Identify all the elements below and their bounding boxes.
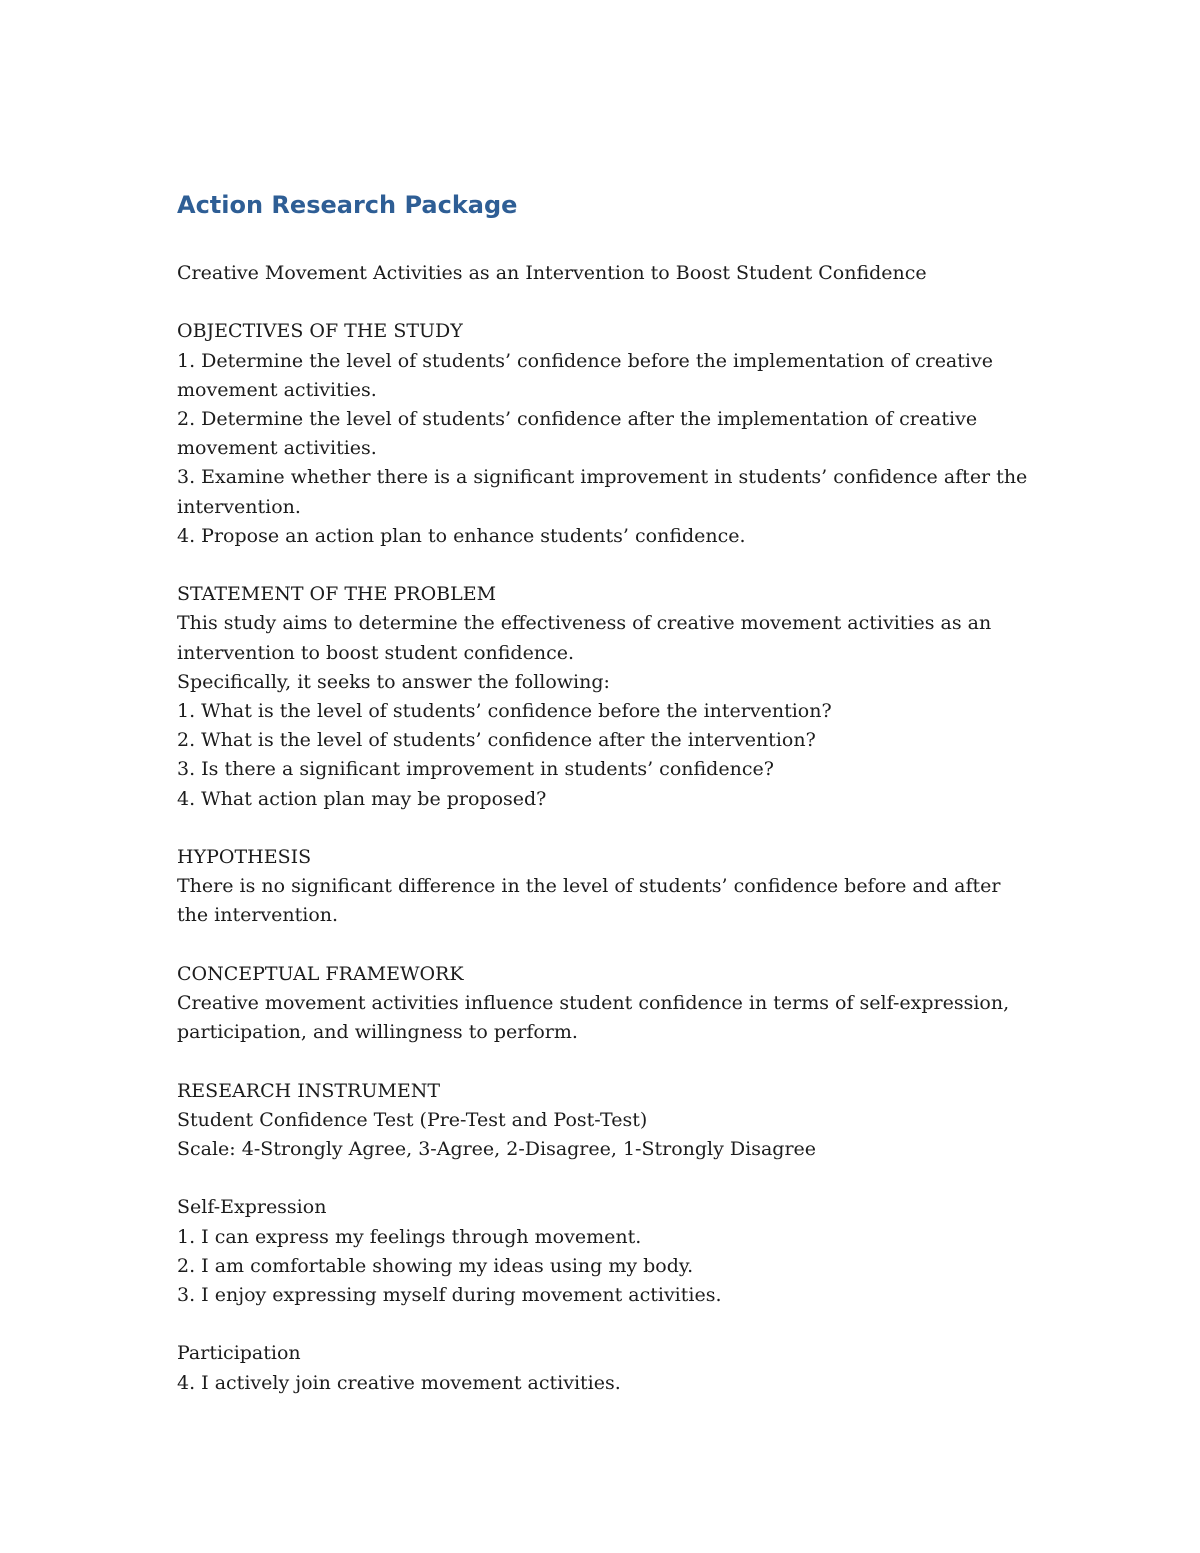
document-subtitle: Creative Movement Activities as an Intervention to Boost Student Confidence xyxy=(177,262,927,284)
objective-item: 3. Examine whether there is a significant improvement in students’ confidence after the intervention. xyxy=(177,466,1028,518)
objectives-section xyxy=(177,317,1037,551)
spacer xyxy=(177,551,1037,580)
self-expression-item: 1. I can express my feelings through movement. xyxy=(177,1225,642,1248)
hypothesis-heading: HYPOTHESIS xyxy=(177,846,312,869)
document-title: Action Research Package xyxy=(177,191,518,219)
spacer xyxy=(177,1047,1037,1076)
self-expression-item: 3. I enjoy expressing myself during movement activities. xyxy=(177,1284,722,1307)
spacer xyxy=(177,1164,1037,1193)
problem-item: 2. What is the level of students’ confidence after the intervention? xyxy=(177,729,816,752)
self-expression-item: 2. I am comfortable showing my ideas using my body. xyxy=(177,1254,694,1277)
problem-intro: This study aims to determine the effectiveness of creative movement activities as an intervention to boost student confidence. xyxy=(177,612,992,664)
framework-text: Creative movement activities influence student confidence in terms of self-expression, participation, and willingness to perform. xyxy=(177,992,1010,1044)
spacer xyxy=(177,931,1037,960)
document-body xyxy=(177,188,1037,1398)
participation-heading: Participation xyxy=(177,1342,301,1365)
problem-item: 4. What action plan may be proposed? xyxy=(177,787,547,810)
spacer xyxy=(177,814,1037,843)
problem-item: 1. What is the level of students’ confidence before the intervention? xyxy=(177,700,832,723)
problem-item: 3. Is there a significant improvement in students’ confidence? xyxy=(177,758,774,781)
spacer xyxy=(177,288,1037,317)
problem-heading: STATEMENT OF THE PROBLEM xyxy=(177,583,497,606)
objective-item: 4. Propose an action plan to enhance students’ confidence. xyxy=(177,524,746,547)
hypothesis-text: There is no significant difference in the level of students’ confidence before and after the intervention. xyxy=(177,875,1001,927)
instrument-scale: Scale: 4-Strongly Agree, 3-Agree, 2-Disagree, 1-Strongly Disagree xyxy=(177,1138,817,1161)
participation-item: 4. I actively join creative movement activities. xyxy=(177,1371,621,1394)
participation-section xyxy=(177,1339,1037,1397)
instrument-section xyxy=(177,1077,1037,1165)
framework-heading: CONCEPTUAL FRAMEWORK xyxy=(177,962,464,985)
self-expression-heading: Self-Expression xyxy=(177,1196,327,1219)
spacer xyxy=(177,1310,1037,1339)
instrument-name: Student Confidence Test (Pre-Test and Post-Test) xyxy=(177,1108,648,1131)
instrument-heading: RESEARCH INSTRUMENT xyxy=(177,1079,440,1102)
objectives-heading: OBJECTIVES OF THE STUDY xyxy=(177,320,463,343)
problem-section xyxy=(177,580,1037,814)
problem-lead: Specifically, it seeks to answer the following: xyxy=(177,670,610,693)
self-expression-section xyxy=(177,1193,1037,1310)
objective-item: 1. Determine the level of students’ confidence before the implementation of creative movement activities. xyxy=(177,349,993,401)
framework-section xyxy=(177,960,1037,1048)
objective-item: 2. Determine the level of students’ confidence after the implementation of creative movement activities. xyxy=(177,408,978,460)
hypothesis-section xyxy=(177,843,1037,931)
